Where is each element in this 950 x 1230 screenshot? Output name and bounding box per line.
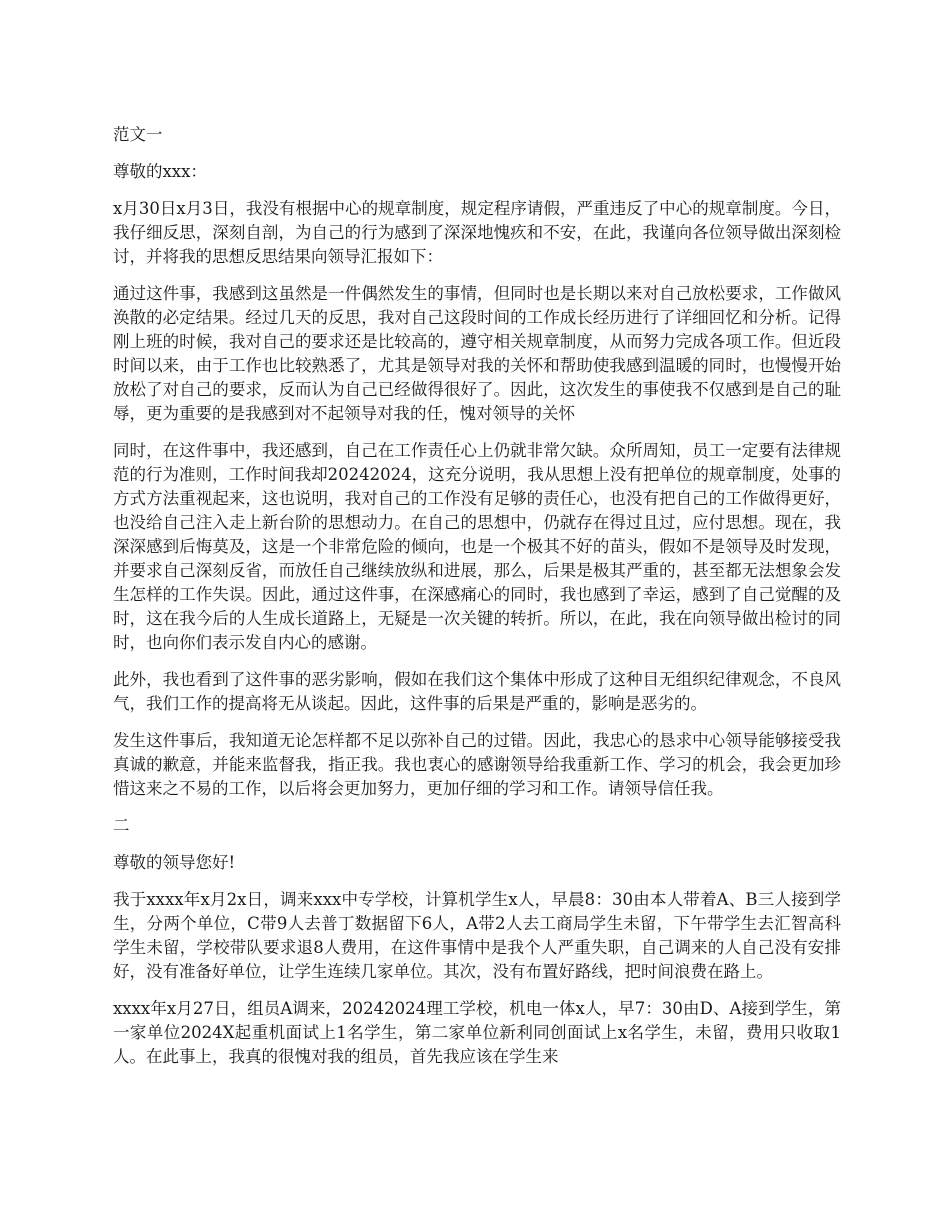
salutation: 尊敬的xxx：: [113, 162, 207, 181]
salutation: 尊敬的领导您好!: [113, 853, 236, 872]
paragraph: x月30日x月3日，我没有根据中心的规章制度，规定程序请假，严重违反了中心的规章制度。今日，我仔细反思，深刻自剖，为自己的行为感到了深深地愧疚和不安，在此，我谨向各位领导做出深刻检讨，并将我的思想反思结果向领导汇报如下：: [113, 199, 841, 266]
section-title: 范文一: [113, 125, 163, 144]
paragraph: xxxx年x月27日，组员A调来，20242024理工学校，机电一体x人，早7：30由D、A接到学生，第一家单位2024X起重机面试上1名学生，第二家单位新利同创面试上x名学生，未留，费用只收取1人。在此事上，我真的很愧对我的组员，首先我应该在学生来: [113, 999, 841, 1066]
paragraph: 同时，在这件事中，我还感到，自己在工作责任心上仍就非常欠缺。众所周知，员工一定要有法律规范的行为准则，工作时间我却20242024，这充分说明，我从思想上没有把单位的规章制度，处事的方式方法重视起来，这也说明，我对自己的工作没有足够的责任心，也没有把自己的工作做得更好，也没给自己注入走上新台阶的思想动力。在自己的思想中，仍就存在得过且过，应付思想。现在，我深深感到后悔莫及，这是一个非常危险的倾向，也是一个极其不好的苗头，假如不是领导及时发现，并要求自己深刻反省，而放任自己继续放纵和进展，那么，后果是极其严重的，甚至都无法想象会发生怎样的工作失误。因此，通过这件事，在深感痛心的同时，我也感到了幸运，感到了自己觉醒的及时，这在我今后的人生成长道路上，无疑是一次关键的转折。所以，在此，我在向领导做出检讨的同时，也向你们表示发自内心的感谢。: [113, 441, 841, 652]
section-title: 二: [113, 816, 130, 835]
document-body: [113, 123, 841, 1082]
paragraph: 通过这件事，我感到这虽然是一件偶然发生的事情，但同时也是长期以来对自己放松要求，工作做风涣散的必定结果。经过几天的反思，我对自己这段时间的工作成长经历进行了详细回忆和分析。记得刚上班的时候，我对自己的要求还是比较高的，遵守相关规章制度，从而努力完成各项工作。但近段时间以来，由于工作也比较熟悉了，尤其是领导对我的关怀和帮助使我感到温暖的同时，也慢慢开始放松了对自己的要求，反而认为自己已经做得很好了。因此，这次发生的事使我不仅感到是自己的耻辱，更为重要的是我感到对不起领导对我的任，愧对领导的关怀: [113, 284, 841, 423]
paragraph: 发生这件事后，我知道无论怎样都不足以弥补自己的过错。因此，我忠心的恳求中心领导能够接受我真诚的歉意，并能来监督我，指正我。我也衷心的感谢领导给我重新工作、学习的机会，我会更加珍惜这来之不易的工作，以后将会更加努力，更加仔细的学习和工作。请领导信任我。: [113, 731, 841, 798]
paragraph: 此外，我也看到了这件事的恶劣影响，假如在我们这个集体中形成了这种目无组织纪律观念，不良风气，我们工作的提高将无从谈起。因此，这件事的后果是严重的，影响是恶劣的。: [113, 670, 841, 713]
paragraph: 我于xxxx年x月2x日，调来xxx中专学校，计算机学生x人，早晨8：30由本人带着A、B三人接到学生，分两个单位，C带9人去普丁数据留下6人，A带2人去工商局学生未留，下午带学生去汇智高科学生未留，学校带队要求退8人费用，在这件事情中是我个人严重失职，自己调来的人自己没有安排好，没有准备好单位，让学生连续几家单位。其次，没有布置好路线，把时间浪费在路上。: [113, 890, 841, 981]
